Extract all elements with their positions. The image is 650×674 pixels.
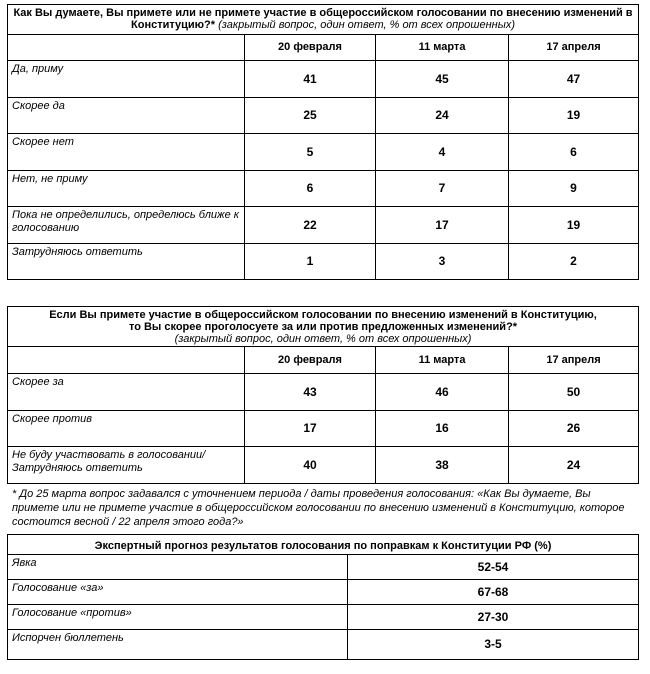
cell-value: 45 xyxy=(376,61,509,98)
participation-subtitle: (закрытый вопрос, один ответ, % от всех опрошенных) xyxy=(218,19,515,31)
column-header: 20 февраля xyxy=(245,35,376,61)
vote-question-line2: то Вы скорее проголосуете за или против предложенных изменений?* xyxy=(128,321,518,333)
table-row xyxy=(8,244,639,280)
table-row xyxy=(8,98,639,134)
cell-value: 9 xyxy=(509,171,639,207)
table-row xyxy=(8,171,639,207)
table-row xyxy=(8,447,639,484)
row-label: Голосование «против» xyxy=(8,605,348,630)
cell-value: 2 xyxy=(509,244,639,280)
participation-table xyxy=(7,4,639,280)
cell-value: 27-30 xyxy=(348,605,639,630)
row-label: Скорее да xyxy=(8,98,245,134)
cell-value: 17 xyxy=(245,411,376,447)
cell-value: 6 xyxy=(245,171,376,207)
cell-value: 6 xyxy=(509,134,639,171)
cell-value: 16 xyxy=(376,411,509,447)
cell-value: 25 xyxy=(245,98,376,134)
footnote: * До 25 марта вопрос задавался с уточнением периода / даты проведения голосования: «Как Вы думаете, Вы примете или не примете участие в общероссийском голосовании по внесению изменений в Конституцию, которое состоится весной / 22 апреля этого года?» xyxy=(12,488,625,528)
cell-value: 46 xyxy=(376,374,509,411)
table-row xyxy=(8,61,639,98)
row-label: Скорее за xyxy=(8,374,245,411)
row-label: Пока не определились, определюсь ближе к голосованию xyxy=(8,207,245,244)
cell-value: 43 xyxy=(245,374,376,411)
column-header: 20 февраля xyxy=(245,347,376,374)
table-row xyxy=(8,555,639,580)
cell-value: 1 xyxy=(245,244,376,280)
cell-value: 24 xyxy=(509,447,639,484)
column-header: 11 марта xyxy=(376,347,509,374)
cell-value: 52-54 xyxy=(348,555,639,580)
cell-value: 5 xyxy=(245,134,376,171)
row-label: Да, приму xyxy=(8,61,245,98)
cell-value: 19 xyxy=(509,207,639,244)
cell-value: 3-5 xyxy=(348,630,639,660)
table-row xyxy=(8,374,639,411)
cell-value: 67-68 xyxy=(348,580,639,605)
participation-table-title xyxy=(8,5,639,35)
table-row xyxy=(8,411,639,447)
cell-value: 41 xyxy=(245,61,376,98)
expert-forecast-title: Экспертный прогноз результатов голосования по поправкам к Конституции РФ (%) xyxy=(8,535,639,555)
cell-value: 24 xyxy=(376,98,509,134)
row-label: Скорее против xyxy=(8,411,245,447)
participation-question: Как Вы думаете, Вы примете или не примете участие в общероссийском голосовании по внесению изменений в Конституцию?* xyxy=(13,7,633,31)
row-label: Явка xyxy=(8,555,348,580)
row-label: Скорее нет xyxy=(8,134,245,171)
table-row xyxy=(8,605,639,630)
cell-value: 47 xyxy=(509,61,639,98)
table-row xyxy=(8,580,639,605)
cell-value: 17 xyxy=(376,207,509,244)
row-label: Затрудняюсь ответить xyxy=(8,244,245,280)
column-header: 11 марта xyxy=(376,35,509,61)
row-label: Нет, не приму xyxy=(8,171,245,207)
cell-value: 50 xyxy=(509,374,639,411)
vote-intention-subtitle: (закрытый вопрос, один ответ, % от всех опрошенных) xyxy=(174,333,472,345)
cell-value: 22 xyxy=(245,207,376,244)
cell-value: 38 xyxy=(376,447,509,484)
cell-value: 7 xyxy=(376,171,509,207)
row-label: Испорчен бюллетень xyxy=(8,630,348,660)
row-label: Не буду участвовать в голосовании/ Затрудняюсь ответить xyxy=(8,447,245,484)
table-row xyxy=(8,207,639,244)
vote-intention-table-title xyxy=(8,307,639,347)
table-row xyxy=(8,630,639,660)
vote-question-line1: Если Вы примете участие в общероссийском голосовании по внесению изменений в Конституцию, xyxy=(49,309,597,321)
column-header: 17 апреля xyxy=(509,35,639,61)
expert-forecast-table xyxy=(7,534,639,660)
column-header: 17 апреля xyxy=(509,347,639,374)
cell-value: 40 xyxy=(245,447,376,484)
cell-value: 26 xyxy=(509,411,639,447)
cell-value: 4 xyxy=(376,134,509,171)
table-row xyxy=(8,134,639,171)
header-empty-cell xyxy=(8,35,245,61)
header-empty-cell xyxy=(8,347,245,374)
cell-value: 19 xyxy=(509,98,639,134)
vote-intention-table xyxy=(7,306,639,484)
row-label: Голосование «за» xyxy=(8,580,348,605)
cell-value: 3 xyxy=(376,244,509,280)
